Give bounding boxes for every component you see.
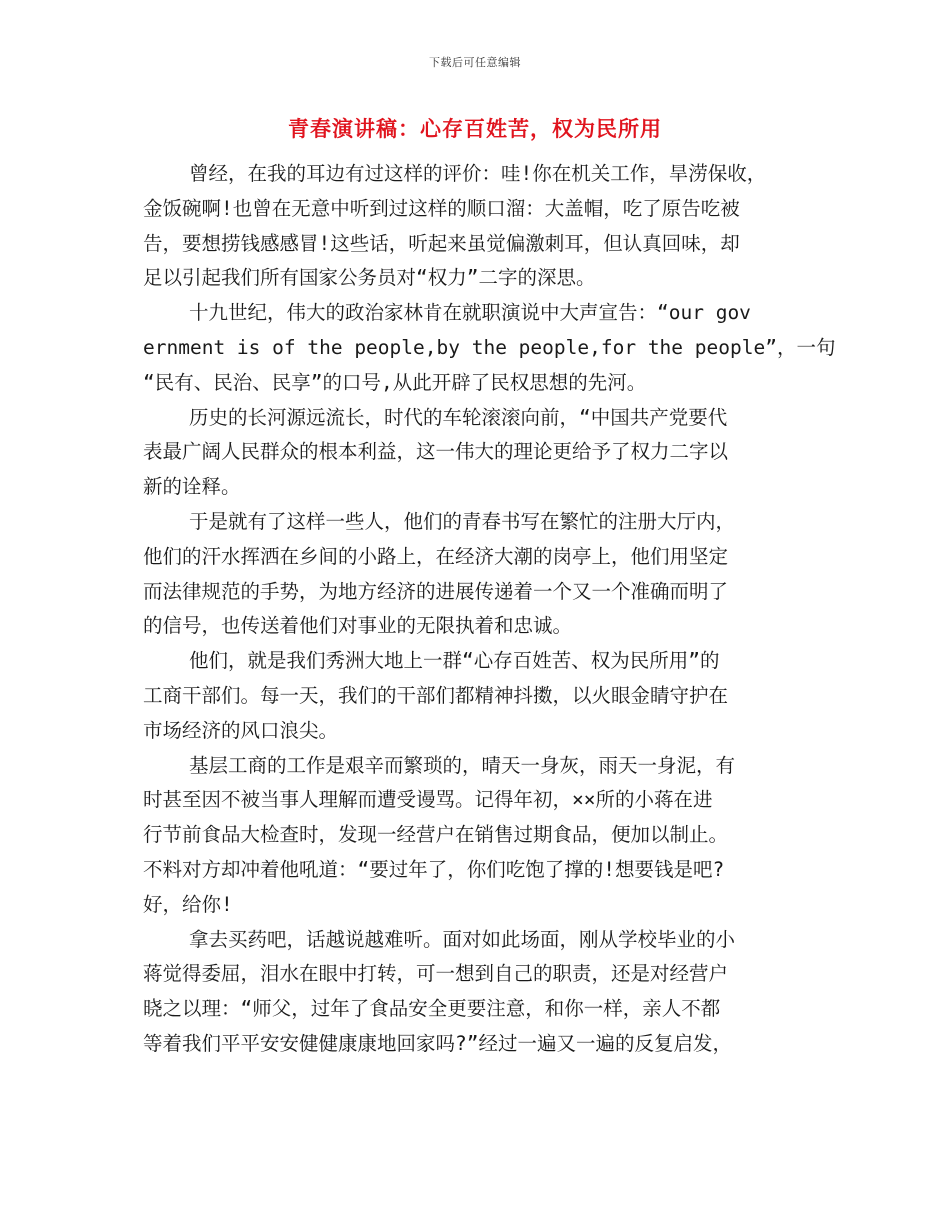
text-line: 历史的长河源远流长，时代的车轮滚滚向前，“中国共产党要代 [189,405,728,429]
text-line: 他们，就是我们秀洲大地上一群“心存百姓苦、权为民所用”的 [189,649,720,673]
text-line: 于是就有了这样一些人，他们的青春书写在繁忙的注册大厅内， [189,509,736,533]
text-line: 行节前食品大检查时，发现一经营户在销售过期食品，便加以制止。 [143,823,729,847]
document-body [143,157,836,1062]
document-title: 青春演讲稿：心存百姓苦，权为民所用 [288,117,662,141]
text-line: 时甚至因不被当事人理解而遭受谩骂。记得年初，××所的小蒋在进 [143,788,713,812]
header-note: 下载后可任意编辑 [429,56,521,69]
text-line: ernment is of the people,by the people,for the people”，一句 [143,335,836,359]
text-line: 基层工商的工作是艰辛而繁琐的，晴天一身灰，雨天一身泥，有 [189,753,736,777]
text-line: 金饭碗啊!也曾在无意中听到过这样的顺口溜：大盖帽，吃了原告吃被 [143,196,740,220]
text-line: 表最广阔人民群众的根本利益，这一伟大的理论更给予了权力二字以 [143,440,729,464]
text-line: 不料对方却冲着他吼道：“要过年了，你们吃饱了撑的!想要钱是吧? [143,857,725,881]
text-line: 拿去买药吧，话越说越难听。面对如此场面，刚从学校毕业的小 [189,927,736,951]
text-line: “民有、民治、民享”的口号,从此开辟了民权思想的先河。 [143,370,647,394]
text-line: 曾经，在我的耳边有过这样的评价：哇!你在机关工作，旱涝保收， [189,162,767,185]
text-line: 蒋觉得委屈，泪水在眼中打转，可一想到自己的职责，还是对经营户 [143,962,729,986]
text-line: 的信号，也传送着他们对事业的无限执着和忠诚。 [143,614,573,638]
text-line: 而法律规范的手势，为地方经济的进展传递着一个又一个准确而明了 [143,579,729,603]
text-line: 晓之以理：“师父，过年了食品安全更要注意，和你一样，亲人不都 [143,997,721,1021]
text-line: 工商干部们。每一天，我们的干部们都精神抖擞，以火眼金睛守护在 [143,683,729,707]
text-line: 告，要想捞钱感感冒!这些话，听起来虽觉偏激刺耳，但认真回味，却 [143,231,740,255]
text-line: 他们的汗水挥洒在乡间的小路上，在经济大潮的岗亭上，他们用坚定 [143,544,729,568]
text-line: 等着我们平平安安健健康康地回家吗?”经过一遍又一遍的反复启发， [143,1031,732,1055]
text-line: 好，给你! [143,892,233,916]
text-line: 市场经济的风口浪尖。 [143,718,339,742]
text-line: 足以引起我们所有国家公务员对“权力”二字的深思。 [143,266,596,290]
text-line: 十九世纪，伟大的政治家林肯在就职演说中大声宣告：“our gov [189,301,751,325]
text-line: 新的诠释。 [143,475,241,499]
